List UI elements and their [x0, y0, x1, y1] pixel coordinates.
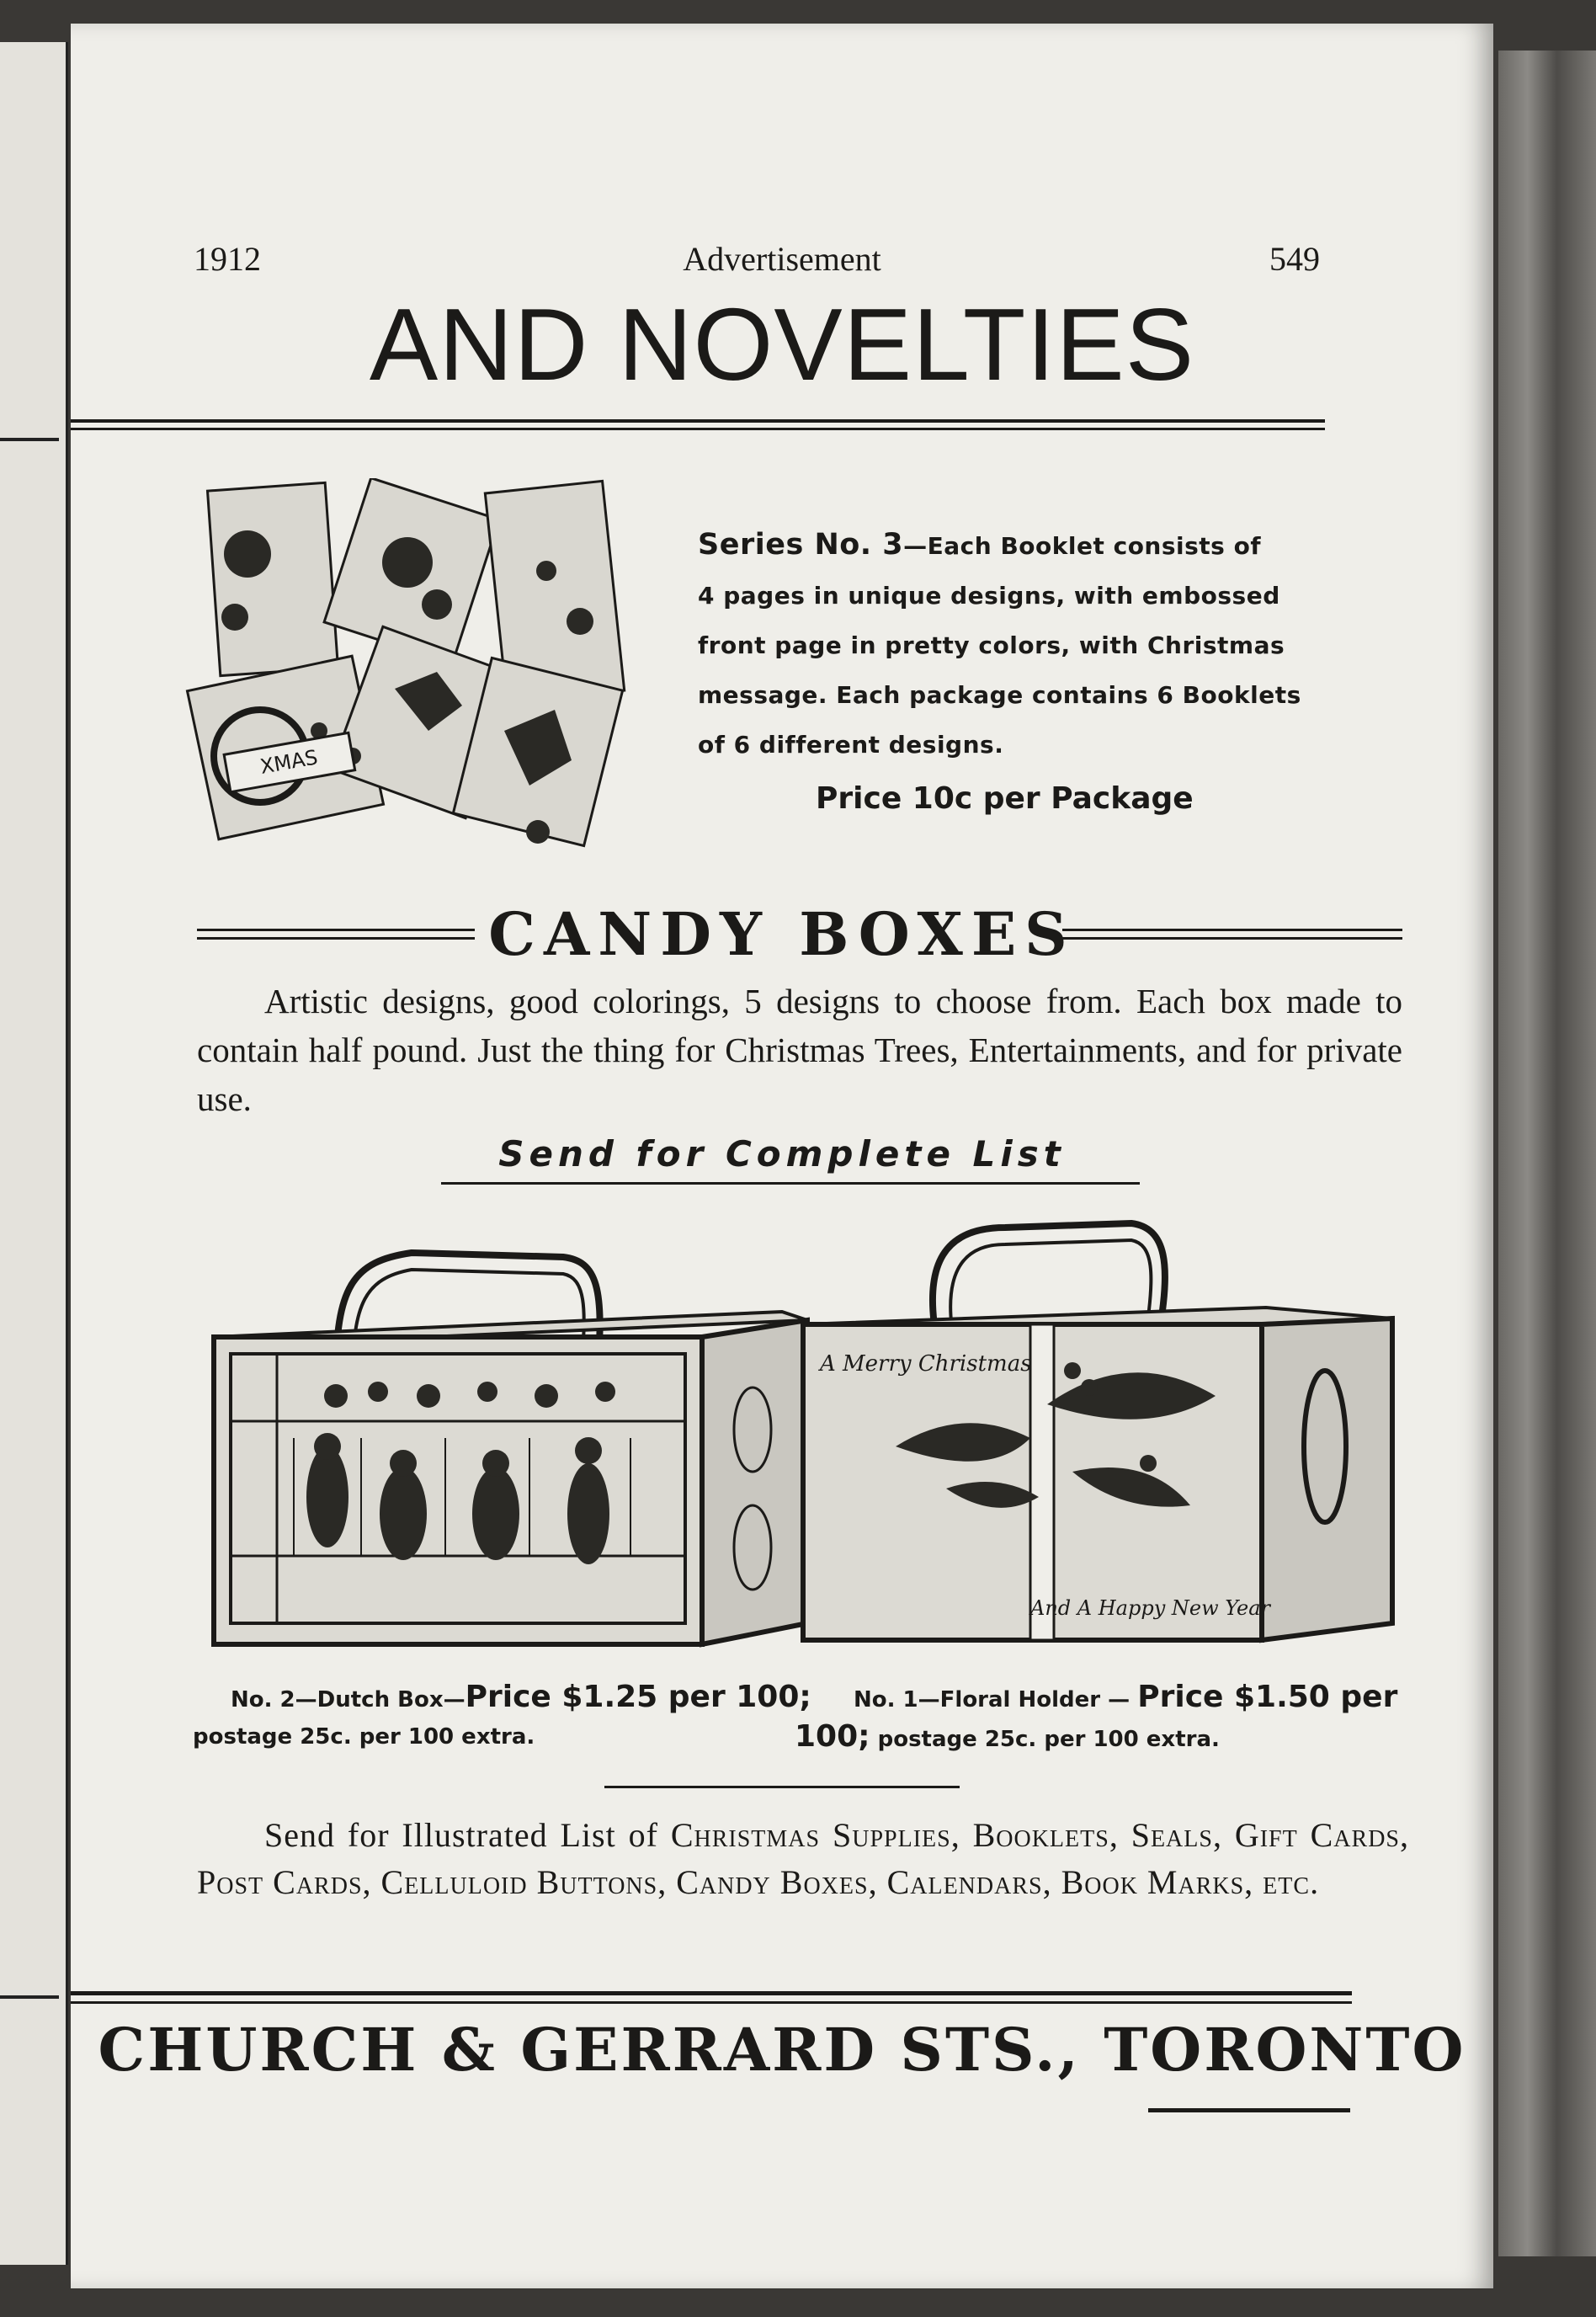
illustrated-list-notice	[197, 1812, 1409, 1906]
illustrated-list-items: Christmas Supplies, Booklets, Seals, Gift Cards, Post Cards, Celluloid Buttons, Candy Boxes, Calendars, Book Marks, etc.	[197, 1816, 1409, 1901]
floral-holder-caption	[795, 1679, 1434, 1758]
facing-page-edge	[0, 42, 68, 2265]
candy-description-text: Artistic designs, good colorings, 5 designs to choose from. Each box made to contain half pound. Just the thing for Christmas Trees, Entertainments, and for private use.	[197, 982, 1402, 1118]
facing-page-rule	[0, 438, 59, 441]
dutch-box-postage: postage 25c. per 100 extra.	[193, 1724, 535, 1750]
facing-page-rule	[0, 1995, 59, 1999]
floral-box-greeting-merry-christmas: A Merry Christmas	[820, 1351, 1032, 1377]
book-fore-edge	[1498, 51, 1596, 2256]
dutch-box-caption	[193, 1679, 849, 1755]
send-for-list-underline	[441, 1182, 1140, 1185]
dutch-box-price: Price $1.25 per 100;	[465, 1680, 811, 1714]
booklet-price: Price 10c per Package	[816, 781, 1194, 816]
booklet-line: of 6 different designs.	[698, 731, 1004, 759]
page-number: 549	[1269, 240, 1320, 278]
floral-holder-name: No. 1—Floral Holder —	[854, 1687, 1138, 1712]
booklet-series: Series No. 3	[698, 528, 904, 562]
bottom-double-rule	[71, 1991, 1352, 1995]
send-for-list: Send for Complete List	[498, 1133, 1066, 1174]
floral-holder-price: Price $1.50 per 100;	[795, 1680, 1398, 1754]
top-double-rule	[71, 419, 1325, 423]
booklet-description	[698, 520, 1371, 770]
top-double-rule	[71, 428, 1325, 430]
booklets-illustration	[184, 478, 706, 882]
booklet-line: —Each Booklet consists of	[903, 532, 1262, 560]
floral-holder-illustration	[795, 1211, 1409, 1665]
headline: AND NOVELTIES	[369, 287, 1195, 402]
candy-boxes-title: CANDY BOXES	[488, 899, 1076, 969]
booklet-xmas-label: XMAS	[258, 745, 320, 779]
floral-holder-postage: postage 25c. per 100 extra.	[870, 1727, 1220, 1752]
dutch-box-illustration	[210, 1219, 816, 1674]
dutch-box-name: No. 2—Dutch Box—	[231, 1687, 466, 1712]
section-divider	[604, 1786, 960, 1788]
booklet-line: front page in pretty colors, with Christmas	[698, 631, 1285, 659]
candy-description	[197, 977, 1402, 1123]
store-address: CHURCH & GERRARD STS., TORONTO	[98, 2015, 1466, 2085]
advertisement-page	[71, 24, 1493, 2288]
bottom-double-rule	[71, 2001, 1352, 2004]
illustrated-list-intro: Send for Illustrated List of	[264, 1816, 671, 1854]
floral-box-greeting-new-year: And A Happy New Year	[1030, 1596, 1271, 1620]
running-title: Advertisement	[683, 240, 881, 278]
booklet-line: message. Each package contains 6 Booklets	[698, 681, 1301, 709]
booklet-line: 4 pages in unique designs, with embossed	[698, 582, 1280, 610]
running-year: 1912	[194, 240, 261, 278]
bottom-mark	[1148, 2108, 1350, 2112]
